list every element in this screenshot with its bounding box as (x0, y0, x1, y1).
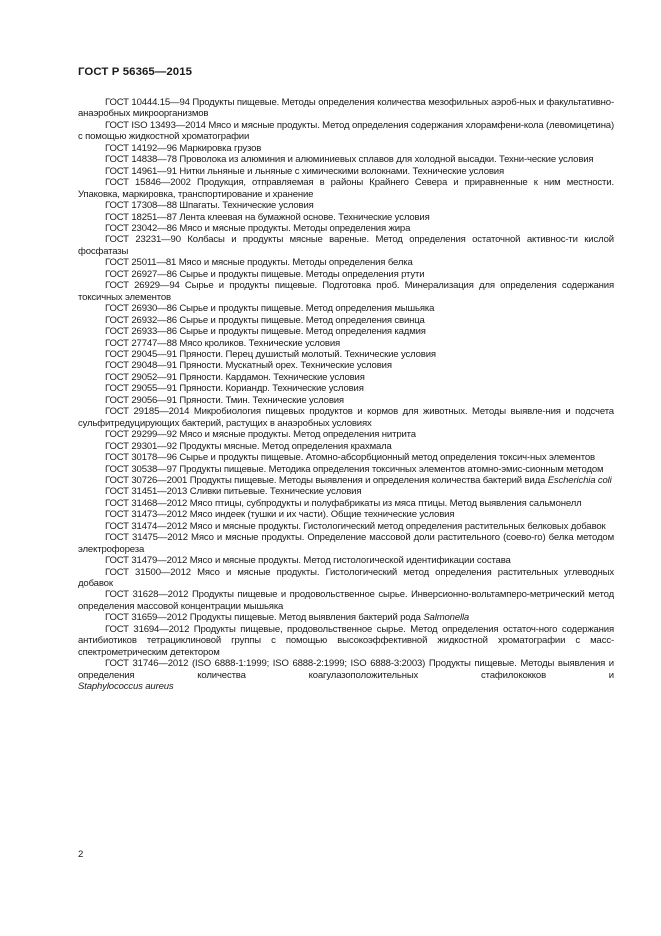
reference-code: ГОСТ 29048—91 (105, 360, 177, 372)
reference-paragraph (78, 498, 614, 509)
reference-paragraph (78, 429, 614, 440)
page-number: 2 (78, 849, 84, 860)
reference-title: Пряности. Тмин. Технические условия (179, 394, 344, 406)
reference-paragraph (78, 658, 614, 681)
reference-code: ГОСТ ISO 13493—2014 (105, 119, 206, 131)
reference-title: Мясо и мясные продукты. Методы определения жира (179, 222, 411, 234)
reference-paragraph (78, 441, 614, 452)
reference-code: ГОСТ 14838—78 (105, 154, 177, 166)
reference-paragraph (78, 532, 614, 555)
reference-paragraph (78, 521, 614, 532)
reference-paragraph (78, 406, 614, 429)
reference-title: Продукты пищевые. Методы выявления и определения количества бактерий вида (189, 474, 546, 486)
reference-code: ГОСТ 29052—91 (105, 371, 177, 383)
reference-title: Продукты пищевые. Методика определения токсичных элементов атомно-эмис-сионным методом (179, 463, 604, 475)
reference-title: Мясо и мясные продукты. Метод гистологической идентификации состава (189, 555, 511, 567)
reference-title: Мясо и мясные продукты. Гистологический метод определения растительных углеводных добавок (78, 566, 614, 590)
reference-paragraph (78, 257, 614, 268)
reference-code: ГОСТ 29301—92 (105, 440, 177, 452)
reference-paragraph (78, 452, 614, 463)
reference-paragraph (78, 464, 614, 475)
reference-paragraph (78, 338, 614, 349)
reference-title: Сырье и продукты пищевые. Метод определения кадмия (179, 326, 426, 338)
reference-code: ГОСТ 15846—2002 (105, 177, 191, 189)
reference-paragraph (78, 143, 614, 154)
reference-paragraph (78, 280, 614, 303)
reference-title: Маркировка грузов (179, 142, 262, 154)
reference-paragraph (78, 475, 614, 486)
reference-title: Сливки питьевые. Технические условия (189, 486, 362, 498)
reference-code: ГОСТ 31451—2013 (105, 486, 188, 498)
reference-code: ГОСТ 26927—86 (105, 268, 177, 280)
reference-code: ГОСТ 29299—92 (105, 429, 177, 441)
reference-code: ГОСТ 26933—86 (105, 326, 177, 338)
reference-code: ГОСТ 14192—96 (105, 142, 177, 154)
reference-code: ГОСТ 31474—2012 (105, 520, 188, 532)
reference-code: ГОСТ 18251—87 (105, 211, 177, 223)
reference-paragraph (78, 177, 614, 200)
reference-title: Пряности. Кориандр. Технические условия (179, 383, 364, 395)
reference-paragraph (78, 349, 614, 360)
reference-paragraph (78, 223, 614, 234)
reference-code: ГОСТ 31475—2012 (105, 532, 188, 544)
reference-paragraph (78, 612, 614, 623)
reference-italic-term: Escherichia coli (547, 474, 612, 486)
reference-title: Сырье и продукты пищевые. Атомно-абсорбционный метод определения токсич-ных элементов (179, 452, 595, 464)
reference-code: ГОСТ 31746—2012 (105, 658, 189, 670)
reference-title: Продукция, отправляемая в районы Крайнего Севера и приравненные к ним местности. Упаковка, маркировка, транспортирование и хранение (78, 177, 614, 200)
reference-paragraph (78, 120, 614, 143)
reference-paragraph (78, 555, 614, 566)
reference-code: ГОСТ 14961—91 (105, 165, 177, 177)
reference-title: Пряности. Мускатный орех. Технические условия (179, 360, 392, 372)
reference-title: Мясо и мясные продукты. Метод определения нитрита (179, 429, 416, 441)
reference-italic-term: Staphylococcus aureus (78, 681, 174, 693)
reference-title: Сырье и продукты пищевые. Метод определения мышьяка (179, 303, 435, 315)
reference-title: Продукты пищевые, продовольственное сырье. Метод определения остаточ-ного содержания антибиотиков тетрациклиновой группы с помощью высокоэффективной жидкостной хроматографии с масс-спектрометрическим детектором (78, 623, 614, 658)
reference-title: Лента клеевая на бумажной основе. Технические условия (179, 211, 430, 223)
reference-paragraph (78, 395, 614, 406)
reference-code: ГОСТ 30178—96 (105, 452, 177, 464)
reference-paragraph (78, 269, 614, 280)
reference-title: Пряности. Перец душистый молотый. Технические условия (179, 348, 436, 360)
reference-code: ГОСТ 29045—91 (105, 348, 177, 360)
reference-code: ГОСТ 27747—88 (105, 337, 177, 349)
reference-code: ГОСТ 26930—86 (105, 303, 177, 315)
reference-paragraph (78, 360, 614, 371)
reference-code: ГОСТ 17308—88 (105, 200, 177, 212)
reference-code: ГОСТ 31628—2012 (105, 589, 189, 601)
reference-title: Мясо кроликов. Технические условия (179, 337, 341, 349)
reference-title: (ISO 6888-1:1999; ISO 6888-2:1999; ISO 6888-3:2003) Продукты пищевые. Методы выявления и определения количества коагулазоположительных стафилококков и (78, 658, 614, 681)
reference-title: Пряности. Кардамон. Технические условия (179, 371, 365, 383)
reference-paragraph (78, 383, 614, 394)
reference-title: Мясо птицы, субпродукты и полуфабрикаты из мяса птицы. Метод выявления сальмонелл (189, 497, 582, 509)
reference-code: ГОСТ 31473—2012 (105, 509, 188, 521)
reference-paragraph (78, 509, 614, 520)
reference-paragraph (78, 624, 614, 658)
reference-code: ГОСТ 30538—97 (105, 463, 177, 475)
reference-title: Продукты пищевые и продовольственное сырье. Инверсионно-вольтамперо-метрический метод определения массовой концентрации мышьяка (78, 589, 614, 612)
reference-italic-continuation (78, 681, 614, 692)
reference-paragraph (78, 326, 614, 337)
reference-title: Мясо и мясные продукты. Методы определения белка (178, 257, 413, 269)
reference-title: Мясо и мясные продукты. Метод определения содержания хлорамфени-кола (левомицетина) с помощью жидкостной хроматографии (78, 119, 614, 143)
reference-title: Мясо и мясные продукты. Определение массовой доли растительного (соево-го) белка методом электрофореза (78, 532, 614, 555)
reference-title: Колбасы и продукты мясные вареные. Метод определения остаточной активнос-ти кислой фосфатазы (78, 234, 614, 257)
reference-paragraph (78, 200, 614, 211)
reference-title: Нитки льняные и льняные с химическими волокнами. Технические условия (179, 165, 504, 177)
reference-paragraph (78, 589, 614, 612)
reference-paragraph (78, 234, 614, 257)
reference-title: Сырье и продукты пищевые. Методы определения ртути (179, 268, 425, 280)
reference-title: Шпагаты. Технические условия (179, 200, 314, 212)
reference-paragraph (78, 154, 614, 165)
reference-paragraph (78, 486, 614, 497)
reference-paragraph (78, 567, 614, 590)
reference-title: Проволока из алюминия и алюминиевых сплавов для холодной высадки. Техни-ческие условия (179, 154, 594, 166)
reference-paragraph (78, 166, 614, 177)
document-header: ГОСТ Р 56365—2015 (78, 66, 193, 78)
reference-code: ГОСТ 31479—2012 (105, 555, 188, 567)
reference-code: ГОСТ 31694—2012 (105, 623, 190, 635)
reference-title: Сырье и продукты пищевые. Подготовка проб. Минерализация для определения содержания токсичных элементов (78, 280, 614, 303)
reference-title: Микробиология пищевых продуктов и кормов для животных. Методы выявле-ния и подсчета сульфитредуцирующих бактерий, растущих в анаэробных условиях (78, 406, 614, 429)
reference-title: Мясо индеек (тушки и их части). Общие технические условия (189, 509, 455, 521)
reference-code: ГОСТ 31468—2012 (105, 497, 188, 509)
reference-paragraph (78, 372, 614, 383)
reference-code: ГОСТ 31500—2012 (105, 566, 191, 578)
normative-references-list (78, 97, 614, 693)
reference-italic-term: Salmonella (423, 612, 470, 624)
reference-code: ГОСТ 29055—91 (105, 383, 177, 395)
reference-code: ГОСТ 29185—2014 (105, 406, 190, 418)
reference-code: ГОСТ 31659—2012 (105, 612, 188, 624)
reference-code: ГОСТ 23231—90 (105, 234, 181, 246)
reference-title: Сырье и продукты пищевые. Метод определения свинца (179, 314, 425, 326)
reference-code: ГОСТ 26932—86 (105, 314, 177, 326)
reference-code: ГОСТ 29056—91 (105, 394, 177, 406)
reference-paragraph (78, 212, 614, 223)
reference-code: ГОСТ 23042—86 (105, 222, 177, 234)
reference-paragraph (78, 315, 614, 326)
reference-title: Продукты мясные. Метод определения крахмала (179, 440, 392, 452)
reference-title: Продукты пищевые. Методы определения количества мезофильных аэроб-ных и факультативно-анаэробных микроорганизмов (78, 97, 614, 120)
reference-code: ГОСТ 10444.15—94 (105, 97, 190, 108)
reference-code: ГОСТ 26929—94 (105, 280, 180, 292)
reference-code: ГОСТ 30726—2001 (105, 474, 188, 486)
reference-title: Мясо и мясные продукты. Гистологический метод определения растительных белковых добавок (189, 520, 606, 532)
reference-code: ГОСТ 25011—81 (105, 257, 177, 269)
reference-paragraph (78, 303, 614, 314)
reference-paragraph (78, 97, 614, 120)
reference-title: Продукты пищевые. Метод выявления бактерий рода (189, 612, 421, 624)
